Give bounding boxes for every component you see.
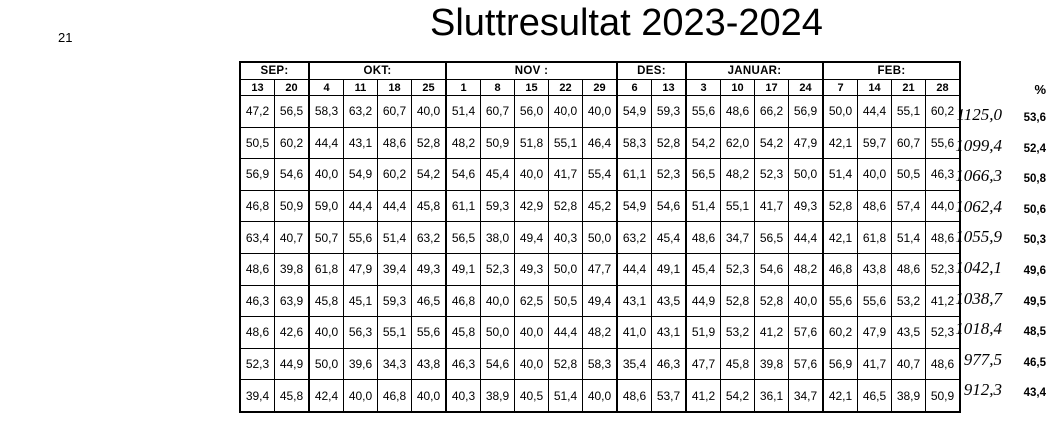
table-row <box>240 348 960 380</box>
name-row <box>0 100 238 131</box>
score-cell: 45,4 <box>652 222 687 254</box>
score-cell: 55,1 <box>378 317 412 349</box>
score-cell: 52,3 <box>755 159 789 191</box>
score-cell: 60,2 <box>926 96 961 128</box>
score-cell: 56,5 <box>446 222 481 254</box>
score-cell: 56,3 <box>344 317 378 349</box>
score-cell: 40,0 <box>515 159 549 191</box>
month-header: SEP: <box>240 62 309 80</box>
score-cell: 58,3 <box>617 127 652 159</box>
score-cell: 50,0 <box>309 348 344 380</box>
score-cell: 40,0 <box>344 380 378 412</box>
percent-value: 50,8 <box>1023 173 1046 186</box>
score-cell: 54,2 <box>721 380 755 412</box>
score-cell: 66,2 <box>755 96 789 128</box>
score-cell: 51,4 <box>378 222 412 254</box>
score-cell: 48,6 <box>926 222 961 254</box>
score-cell: 48,2 <box>446 127 481 159</box>
score-cell: 41,7 <box>549 159 583 191</box>
score-cell: 44,4 <box>858 96 892 128</box>
score-cell: 46,8 <box>446 285 481 317</box>
score-cell: 40,0 <box>412 96 447 128</box>
score-cell: 48,6 <box>240 317 275 349</box>
score-cell: 55,6 <box>344 222 378 254</box>
score-cell: 60,7 <box>378 96 412 128</box>
score-cell: 49,4 <box>583 285 618 317</box>
score-cell: 43,1 <box>617 285 652 317</box>
score-cell: 43,8 <box>412 348 447 380</box>
score-cell: 40,0 <box>789 285 824 317</box>
day-header: 21 <box>892 80 926 96</box>
score-cell: 44,4 <box>309 127 344 159</box>
score-cell: 50,0 <box>481 317 515 349</box>
score-cell: 42,1 <box>823 222 858 254</box>
total-score: 912,3 <box>963 380 1002 400</box>
score-cell: 47,9 <box>789 127 824 159</box>
score-cell: 59,3 <box>378 285 412 317</box>
score-cell: 40,0 <box>583 96 618 128</box>
score-cell: 56,5 <box>755 222 789 254</box>
score-cell: 63,2 <box>412 222 447 254</box>
score-cell: 40,0 <box>549 96 583 128</box>
score-cell: 54,6 <box>275 159 310 191</box>
score-cell: 45,4 <box>481 159 515 191</box>
percent-column <box>1002 100 1046 406</box>
score-cell: 54,9 <box>617 190 652 222</box>
day-header: 22 <box>549 80 583 96</box>
score-cell: 38,9 <box>892 380 926 412</box>
score-cell: 42,6 <box>275 317 310 349</box>
score-cell: 48,6 <box>240 253 275 285</box>
table-row <box>240 159 960 191</box>
score-cell: 39,4 <box>240 380 275 412</box>
table-row <box>240 317 960 349</box>
score-cell: 45,8 <box>309 285 344 317</box>
score-cell: 47,7 <box>686 348 721 380</box>
score-cell: 56,0 <box>515 96 549 128</box>
score-cell: 55,6 <box>412 317 447 349</box>
table-row <box>240 127 960 159</box>
score-cell: 43,1 <box>652 317 687 349</box>
day-header: 3 <box>686 80 721 96</box>
score-cell: 48,6 <box>926 348 961 380</box>
name-row <box>0 253 238 284</box>
score-cell: 54,6 <box>755 253 789 285</box>
score-cell: 51,4 <box>549 380 583 412</box>
score-cell: 39,8 <box>275 253 310 285</box>
score-cell: 51,4 <box>446 96 481 128</box>
results-grid <box>239 61 961 413</box>
participant-name-list <box>0 100 238 406</box>
percent-value: 53,6 <box>1023 112 1046 124</box>
score-cell: 49,1 <box>446 253 481 285</box>
score-cell: 50,0 <box>789 159 824 191</box>
score-cell: 46,8 <box>823 253 858 285</box>
score-cell: 52,3 <box>926 253 961 285</box>
score-cell: 41,7 <box>858 348 892 380</box>
score-cell: 55,4 <box>583 159 618 191</box>
percent-value: 43,4 <box>1023 387 1046 400</box>
total-score: 1062,4 <box>955 196 1002 216</box>
score-cell: 57,6 <box>789 317 824 349</box>
score-cell: 52,3 <box>721 253 755 285</box>
score-cell: 44,4 <box>617 253 652 285</box>
name-row <box>0 375 238 406</box>
score-cell: 42,4 <box>309 380 344 412</box>
percent-value: 49,6 <box>1023 264 1046 277</box>
day-header: 14 <box>858 80 892 96</box>
score-cell: 42,9 <box>515 190 549 222</box>
day-header: 8 <box>481 80 515 96</box>
score-cell: 40,0 <box>515 348 549 380</box>
score-cell: 52,3 <box>481 253 515 285</box>
total-score: 1055,9 <box>955 227 1002 247</box>
page-number: 21 <box>58 30 73 45</box>
score-cell: 57,6 <box>789 348 824 380</box>
score-cell: 63,2 <box>617 222 652 254</box>
score-cell: 52,3 <box>926 317 961 349</box>
score-cell: 40,0 <box>309 317 344 349</box>
score-cell: 60,2 <box>823 317 858 349</box>
score-cell: 59,7 <box>858 127 892 159</box>
score-cell: 56,9 <box>240 159 275 191</box>
score-cell: 59,0 <box>309 190 344 222</box>
score-cell: 46,3 <box>446 348 481 380</box>
score-cell: 45,1 <box>344 285 378 317</box>
score-cell: 40,3 <box>549 222 583 254</box>
percent-value: 46,5 <box>1023 356 1046 369</box>
score-cell: 48,6 <box>686 222 721 254</box>
score-cell: 45,2 <box>583 190 618 222</box>
score-cell: 58,3 <box>309 96 344 128</box>
score-cell: 40,7 <box>275 222 310 254</box>
name-row <box>0 131 238 162</box>
score-cell: 52,8 <box>823 190 858 222</box>
name-row <box>0 192 238 223</box>
score-cell: 40,5 <box>515 380 549 412</box>
total-score: 1066,3 <box>955 166 1002 186</box>
score-cell: 49,3 <box>412 253 447 285</box>
percent-value: 48,5 <box>1023 326 1046 339</box>
name-row <box>0 222 238 253</box>
score-cell: 52,8 <box>549 348 583 380</box>
day-header: 7 <box>823 80 858 96</box>
score-cell: 47,9 <box>344 253 378 285</box>
score-cell: 46,5 <box>412 285 447 317</box>
score-cell: 41,0 <box>617 317 652 349</box>
table-row <box>240 222 960 254</box>
score-cell: 49,3 <box>789 190 824 222</box>
score-cell: 45,8 <box>412 190 447 222</box>
score-cell: 54,9 <box>617 96 652 128</box>
day-header: 1 <box>446 80 481 96</box>
score-cell: 51,4 <box>823 159 858 191</box>
month-header: NOV : <box>446 62 617 80</box>
score-cell: 55,6 <box>858 285 892 317</box>
score-cell: 56,9 <box>823 348 858 380</box>
score-cell: 48,6 <box>617 380 652 412</box>
month-header: DES: <box>617 62 686 80</box>
day-header-row <box>240 80 960 96</box>
score-cell: 38,9 <box>481 380 515 412</box>
table-row <box>240 380 960 412</box>
month-header: FEB: <box>823 62 960 80</box>
name-row <box>0 345 238 376</box>
score-cell: 42,1 <box>823 380 858 412</box>
day-header: 13 <box>652 80 687 96</box>
score-cell: 40,0 <box>858 159 892 191</box>
score-cell: 39,4 <box>378 253 412 285</box>
score-cell: 51,4 <box>686 190 721 222</box>
score-cell: 56,9 <box>789 96 824 128</box>
score-cell: 50,5 <box>549 285 583 317</box>
score-cell: 50,7 <box>309 222 344 254</box>
score-cell: 38,0 <box>481 222 515 254</box>
score-cell: 44,4 <box>378 190 412 222</box>
day-header: 11 <box>344 80 378 96</box>
score-cell: 48,6 <box>721 96 755 128</box>
score-cell: 47,9 <box>858 317 892 349</box>
table-row <box>240 285 960 317</box>
score-cell: 49,1 <box>652 253 687 285</box>
score-cell: 43,1 <box>344 127 378 159</box>
day-header: 18 <box>378 80 412 96</box>
score-cell: 52,8 <box>549 190 583 222</box>
score-cell: 50,0 <box>583 222 618 254</box>
score-cell: 44,4 <box>549 317 583 349</box>
day-header: 4 <box>309 80 344 96</box>
score-cell: 61,8 <box>858 222 892 254</box>
score-cell: 43,5 <box>892 317 926 349</box>
score-cell: 54,9 <box>344 159 378 191</box>
score-cell: 45,4 <box>686 253 721 285</box>
day-header: 10 <box>721 80 755 96</box>
score-cell: 41,7 <box>755 190 789 222</box>
score-cell: 46,8 <box>240 190 275 222</box>
score-cell: 47,7 <box>583 253 618 285</box>
score-cell: 60,7 <box>892 127 926 159</box>
score-cell: 52,3 <box>652 159 687 191</box>
page-title: Sluttresultat 2023-2024 <box>430 2 823 44</box>
table-row <box>240 190 960 222</box>
score-cell: 41,2 <box>686 380 721 412</box>
score-cell: 60,7 <box>481 96 515 128</box>
score-cell: 45,8 <box>721 348 755 380</box>
day-header: 29 <box>583 80 618 96</box>
score-cell: 50,9 <box>481 127 515 159</box>
score-cell: 48,6 <box>892 253 926 285</box>
total-score: 1038,7 <box>955 288 1002 308</box>
score-cell: 46,8 <box>378 380 412 412</box>
score-cell: 48,6 <box>378 127 412 159</box>
score-cell: 52,8 <box>652 127 687 159</box>
total-score: 977,5 <box>963 349 1002 369</box>
score-cell: 41,2 <box>926 285 961 317</box>
score-cell: 51,9 <box>686 317 721 349</box>
score-cell: 44,4 <box>344 190 378 222</box>
score-cell: 44,4 <box>789 222 824 254</box>
grid-header <box>240 62 960 96</box>
day-header: 15 <box>515 80 549 96</box>
score-cell: 51,8 <box>515 127 549 159</box>
score-cell: 44,9 <box>686 285 721 317</box>
score-cell: 48,6 <box>858 190 892 222</box>
score-cell: 53,2 <box>892 285 926 317</box>
score-cell: 63,2 <box>344 96 378 128</box>
score-cell: 63,9 <box>275 285 310 317</box>
score-cell: 34,3 <box>378 348 412 380</box>
day-header: 17 <box>755 80 789 96</box>
score-cell: 57,4 <box>892 190 926 222</box>
month-header: OKT: <box>309 62 446 80</box>
score-cell: 59,3 <box>652 96 687 128</box>
score-cell: 48,2 <box>583 317 618 349</box>
score-cell: 62,0 <box>721 127 755 159</box>
score-cell: 52,8 <box>412 127 447 159</box>
score-cell: 50,0 <box>823 96 858 128</box>
score-cell: 55,6 <box>823 285 858 317</box>
score-cell: 58,3 <box>583 348 618 380</box>
score-cell: 43,5 <box>652 285 687 317</box>
percent-column-header: % <box>1034 82 1046 97</box>
total-score: 1099,4 <box>955 135 1002 155</box>
name-row <box>0 314 238 345</box>
score-cell: 39,8 <box>755 348 789 380</box>
score-cell: 61,1 <box>446 190 481 222</box>
name-row <box>0 284 238 315</box>
score-cell: 54,6 <box>481 348 515 380</box>
score-cell: 63,4 <box>240 222 275 254</box>
score-cell: 53,2 <box>721 317 755 349</box>
score-cell: 35,4 <box>617 348 652 380</box>
total-score: 1042,1 <box>955 257 1002 277</box>
score-cell: 62,5 <box>515 285 549 317</box>
score-cell: 50,5 <box>240 127 275 159</box>
month-header-row <box>240 62 960 80</box>
score-cell: 50,9 <box>926 380 961 412</box>
score-cell: 54,6 <box>446 159 481 191</box>
day-header: 28 <box>926 80 961 96</box>
total-score: 1125,0 <box>956 105 1002 124</box>
name-row <box>0 161 238 192</box>
table-row <box>240 253 960 285</box>
total-score: 1018,4 <box>955 319 1002 339</box>
score-cell: 54,2 <box>755 127 789 159</box>
score-cell: 55,1 <box>892 96 926 128</box>
score-cell: 59,3 <box>481 190 515 222</box>
totals-column <box>944 100 1002 406</box>
score-cell: 54,2 <box>412 159 447 191</box>
percent-value: 50,3 <box>1023 234 1046 247</box>
score-cell: 55,1 <box>721 190 755 222</box>
score-cell: 50,5 <box>892 159 926 191</box>
score-cell: 40,3 <box>446 380 481 412</box>
score-cell: 60,2 <box>275 127 310 159</box>
score-cell: 40,7 <box>892 348 926 380</box>
table-row <box>240 96 960 128</box>
score-cell: 52,8 <box>755 285 789 317</box>
score-cell: 56,5 <box>275 96 310 128</box>
score-cell: 40,0 <box>515 317 549 349</box>
score-cell: 46,3 <box>926 159 961 191</box>
percent-value: 52,4 <box>1023 142 1046 155</box>
score-cell: 40,0 <box>309 159 344 191</box>
score-cell: 34,7 <box>789 380 824 412</box>
score-cell: 45,8 <box>275 380 310 412</box>
score-cell: 52,8 <box>721 285 755 317</box>
score-cell: 54,2 <box>686 127 721 159</box>
day-header: 6 <box>617 80 652 96</box>
score-cell: 41,2 <box>755 317 789 349</box>
score-cell: 50,9 <box>275 190 310 222</box>
score-cell: 46,3 <box>240 285 275 317</box>
score-cell: 36,1 <box>755 380 789 412</box>
score-cell: 46,4 <box>583 127 618 159</box>
month-header: JANUAR: <box>686 62 823 80</box>
score-cell: 42,1 <box>823 127 858 159</box>
score-cell: 39,6 <box>344 348 378 380</box>
score-cell: 49,3 <box>515 253 549 285</box>
score-cell: 40,0 <box>583 380 618 412</box>
percent-value: 50,6 <box>1023 203 1046 216</box>
day-header: 24 <box>789 80 824 96</box>
day-header: 13 <box>240 80 275 96</box>
score-cell: 55,6 <box>686 96 721 128</box>
score-cell: 46,3 <box>652 348 687 380</box>
day-header: 20 <box>275 80 310 96</box>
score-cell: 46,5 <box>858 380 892 412</box>
score-cell: 43,8 <box>858 253 892 285</box>
day-header: 25 <box>412 80 447 96</box>
score-cell: 56,5 <box>686 159 721 191</box>
score-cell: 40,0 <box>412 380 447 412</box>
score-cell: 55,1 <box>549 127 583 159</box>
score-cell: 51,4 <box>892 222 926 254</box>
score-cell: 50,0 <box>549 253 583 285</box>
score-cell: 47,2 <box>240 96 275 128</box>
score-cell: 54,6 <box>652 190 687 222</box>
score-cell: 44,9 <box>275 348 310 380</box>
score-cell: 45,8 <box>446 317 481 349</box>
score-cell: 61,1 <box>617 159 652 191</box>
score-cell: 44,0 <box>926 190 961 222</box>
score-cell: 48,2 <box>721 159 755 191</box>
score-cell: 52,3 <box>240 348 275 380</box>
score-cell: 48,2 <box>789 253 824 285</box>
score-cell: 60,2 <box>378 159 412 191</box>
grid-body <box>240 96 960 412</box>
percent-value: 49,5 <box>1023 295 1046 308</box>
score-cell: 55,6 <box>926 127 961 159</box>
score-cell: 34,7 <box>721 222 755 254</box>
score-cell: 49,4 <box>515 222 549 254</box>
score-cell: 61,8 <box>309 253 344 285</box>
score-cell: 40,0 <box>481 285 515 317</box>
score-cell: 53,7 <box>652 380 687 412</box>
